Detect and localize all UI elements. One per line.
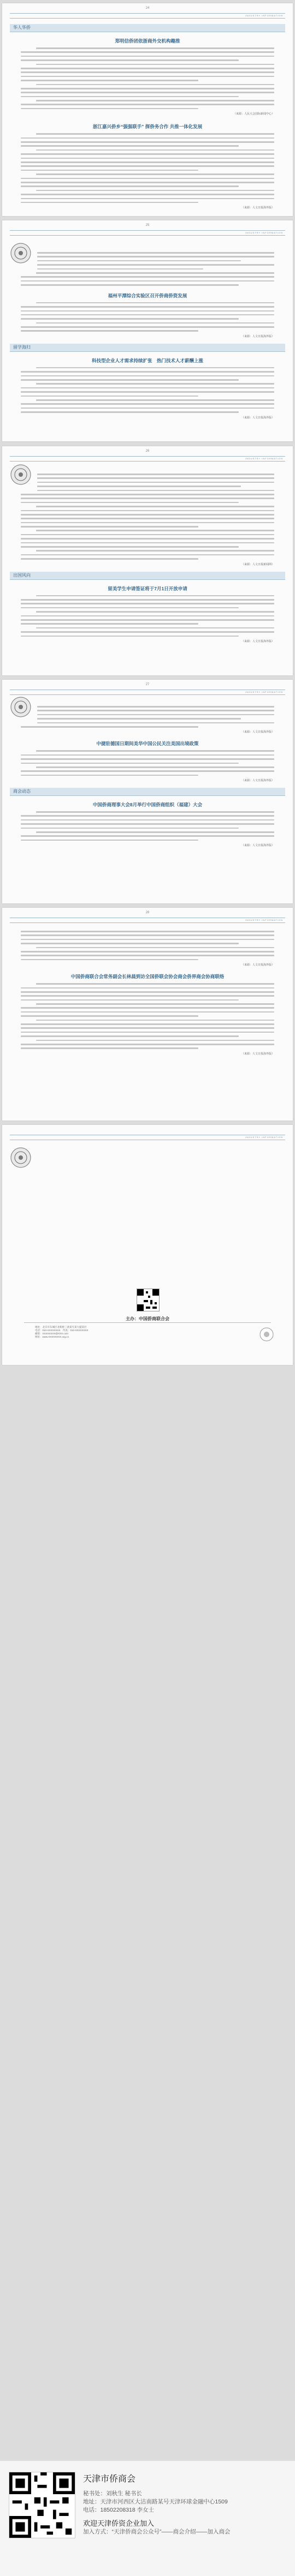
article-body (21, 726, 274, 728)
qr-code[interactable] (9, 2472, 75, 2538)
article-body (21, 272, 274, 286)
article-body (21, 595, 274, 637)
page-5 (2, 908, 293, 1121)
running-header: INDUSTRY INFORMATION (10, 13, 285, 19)
page-number: 25 (145, 224, 150, 227)
article-body (21, 811, 274, 841)
article-source: （来源：人文日报海外版） (241, 963, 274, 967)
article-title: 中国侨商联合会常务副会长林晨到访全国侨联会协会商会侨界商会协商联络 (70, 974, 225, 980)
article-source: （来源：人文日报海外版） (241, 416, 274, 420)
page-6-back-cover (2, 1125, 293, 1365)
article-body (21, 983, 274, 1049)
organization-name: 天津市侨商会 (83, 2475, 136, 2484)
page-3 (2, 446, 293, 675)
page-number: 28 (145, 911, 150, 914)
contact-card (0, 2460, 295, 2576)
page-2 (2, 220, 293, 441)
running-header: INDUSTRY INFORMATION (10, 456, 285, 462)
ornament-medallion-icon (10, 1147, 32, 1169)
host-label: 主办：中国侨商联合会 (126, 1316, 169, 1321)
section-heading: 留学海归 (10, 344, 285, 352)
join-method: 加入方式：“天津侨商会公众号”——商会介绍——加入商会 (83, 2529, 231, 2535)
article-body (21, 47, 274, 109)
page-number: 24 (145, 7, 150, 10)
article-body (37, 252, 274, 269)
page-number: 27 (145, 683, 150, 686)
article-body (21, 494, 274, 560)
section-heading: 华人华侨 (10, 24, 285, 32)
running-header: INDUSTRY INFORMATION (10, 918, 285, 923)
join-invitation: 欢迎天津侨资企业加入 (83, 2519, 155, 2527)
contact-line: 秘书处：刘秋生 秘书长 (83, 2490, 142, 2497)
article-source: （来源：人文日报海外版） (241, 779, 274, 783)
page-1 (2, 3, 293, 216)
page-4 (2, 680, 293, 903)
article-body (37, 706, 274, 723)
section-heading: 商会动态 (10, 788, 285, 796)
running-header: INDUSTRY INFORMATION (10, 230, 285, 236)
article-body (21, 750, 274, 776)
article-source: （来源：人文日报海外版） (241, 334, 274, 338)
article-title: 科技型企业人才需求持续扩张 热门技术人才薪酬上涨 (91, 357, 203, 363)
article-title: 浙江嘉兴侨乡“强强联手” 探侨务合作 共推一体化发展 (92, 124, 203, 130)
seal-icon (259, 1327, 274, 1342)
article-body (21, 133, 274, 203)
qr-code (137, 1289, 160, 1311)
article-source: （来源：人民大会国际新闻中心） (233, 112, 274, 116)
ornament-medallion-icon (10, 696, 32, 718)
article-body (37, 474, 274, 491)
article-source: （来源：人文日报海外版） (241, 1052, 274, 1056)
article-source: （来源：人文日报海外版） (241, 206, 274, 210)
article-title: 中国侨商理事大会8月举行中国侨商组织（福建）大会 (92, 802, 203, 808)
article-source: （来源：人文日报海外版） (241, 639, 274, 643)
contact-line: 电话：18502208318 李女士 (83, 2507, 155, 2513)
page-number (2, 1128, 293, 1131)
ornament-medallion-icon (10, 464, 32, 486)
article-source: （来源：人文日报海外版） (241, 730, 274, 734)
contact-info: 地址：北京市东城区北新桥三条某号某大厦某层 电话：010-XXXXXXXX 传真：010-XXXXXXXX 邮箱：XXXXXXXX@XXX.com 网址：www.XXXXXXXX.org.cn (35, 1326, 88, 1338)
article-body (21, 931, 274, 960)
article-title: 中捷驻德国日期间美华中国公民关注美国出境政策 (96, 741, 199, 747)
article-title: 福州平潭综合实验区召开侨商侨资发展 (108, 292, 187, 298)
page-number: 26 (145, 450, 150, 453)
ornament-medallion-icon (10, 242, 32, 264)
contact-text (83, 2472, 231, 2536)
divider (24, 1322, 271, 1323)
running-header: INDUSTRY INFORMATION (10, 1135, 285, 1140)
article-title: 留美学生申请签证将于7月1日开放申请 (108, 585, 187, 591)
article-source: （来源：人文日报海外版） (241, 844, 274, 848)
running-header: INDUSTRY INFORMATION (10, 690, 285, 695)
article-body (21, 367, 274, 413)
article-body (21, 302, 274, 332)
section-heading: 出国风向 (10, 572, 285, 580)
article-title: 郑明信侨团依浙商外交机构趣推 (115, 38, 180, 44)
article-source: （来源：人文日报新闻网） (241, 562, 274, 566)
contact-line: 地址：天津市河西区大沽南路某号天津环球金融中心1509 (83, 2499, 228, 2505)
